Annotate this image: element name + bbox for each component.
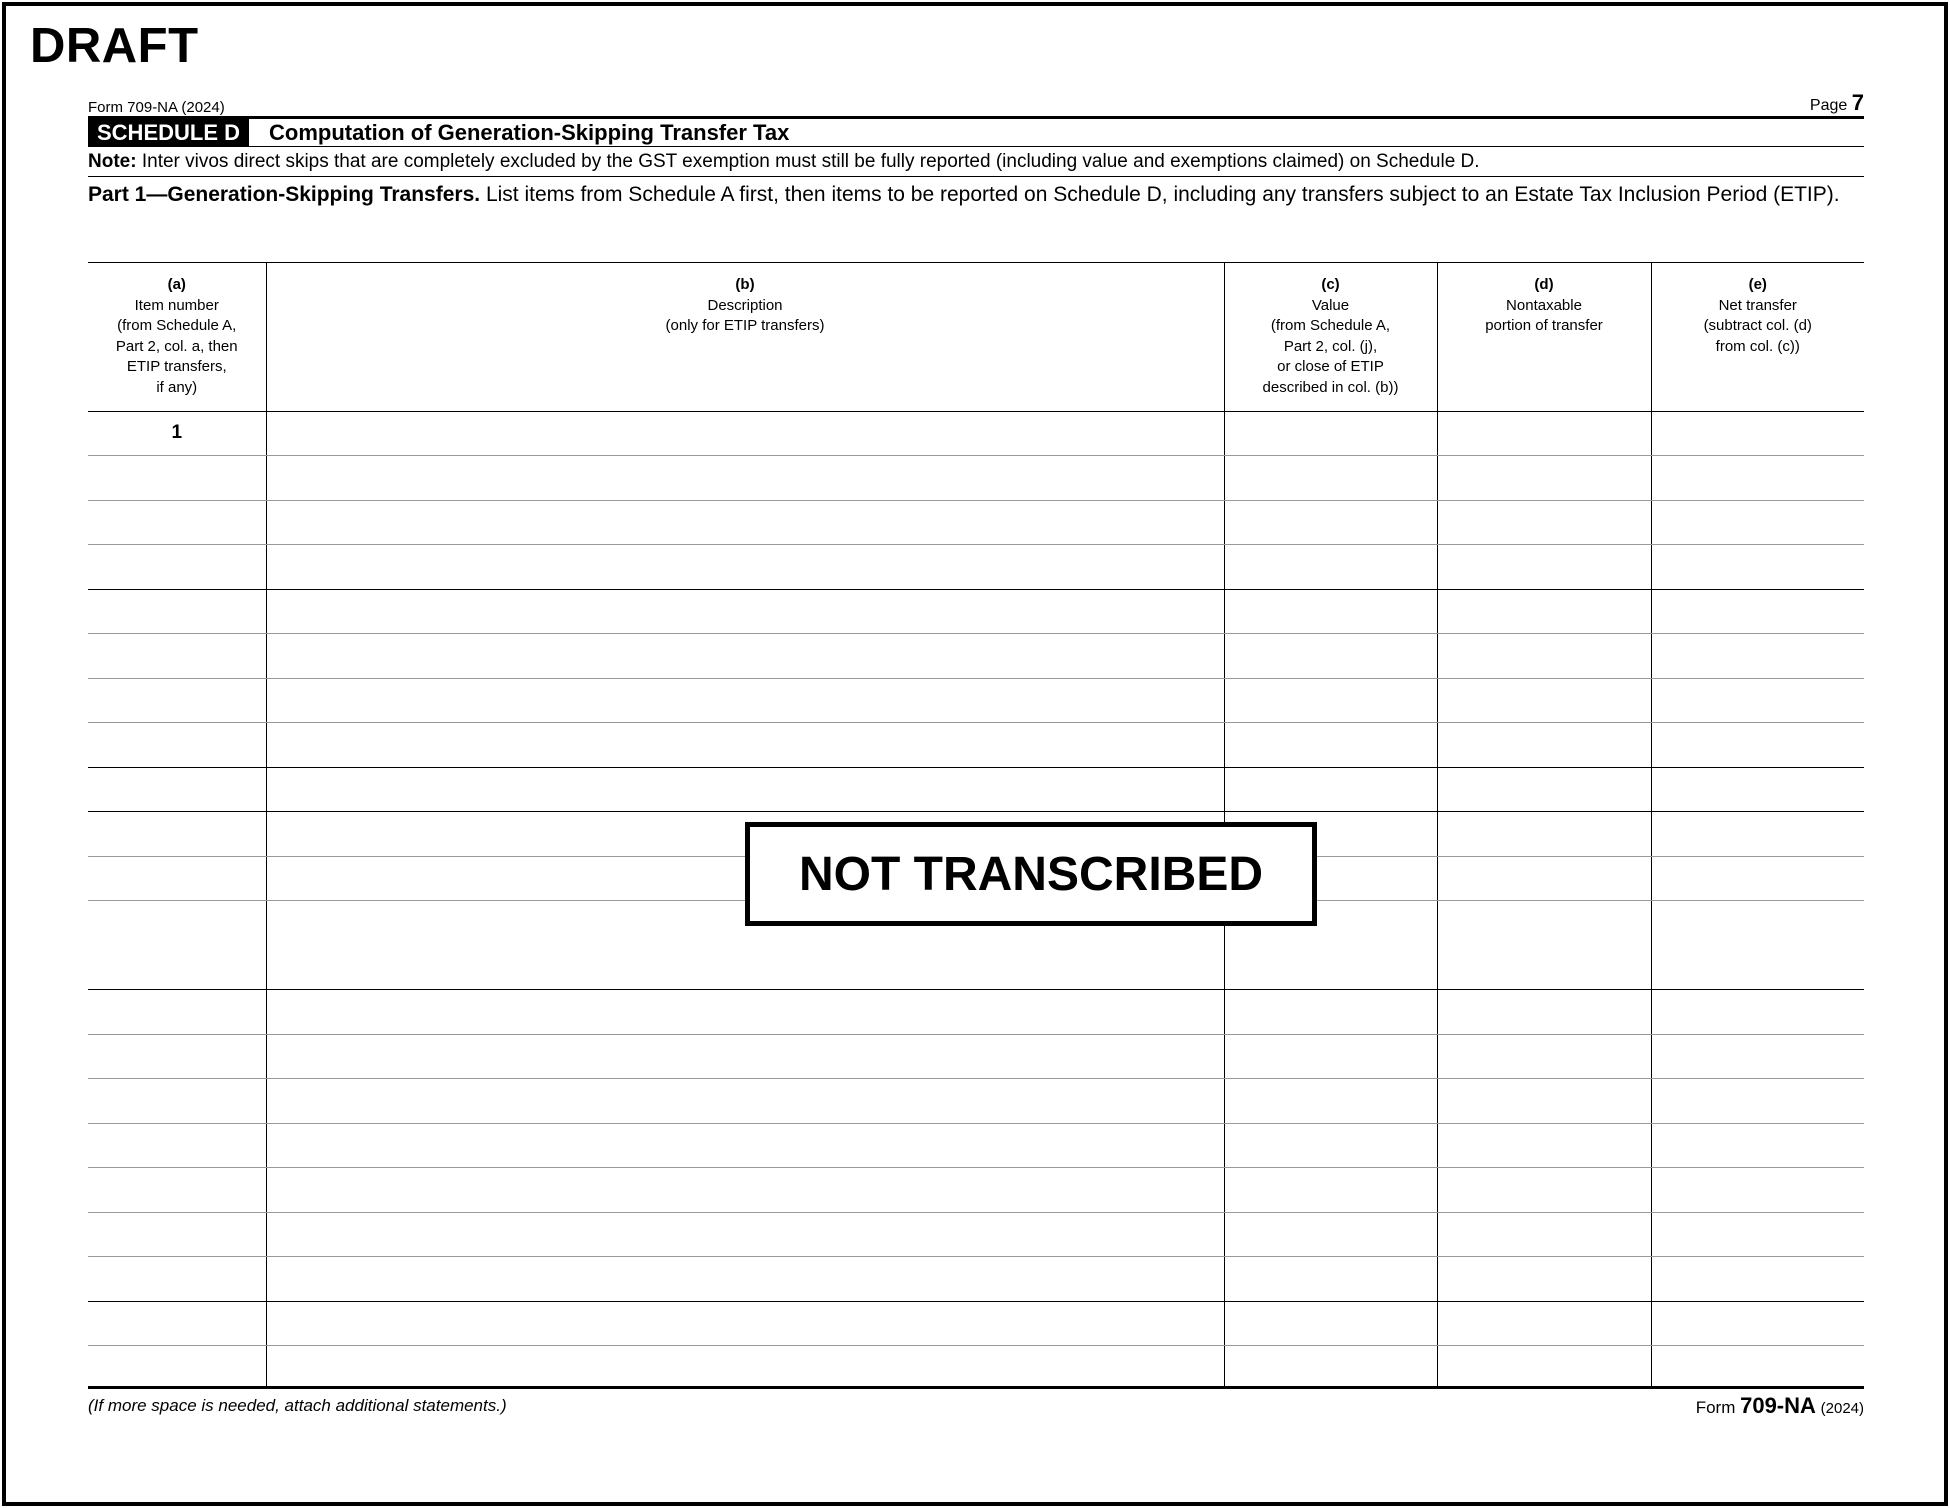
table-row bbox=[88, 1034, 1864, 1079]
column-header-d bbox=[1437, 263, 1651, 411]
description-cell[interactable] bbox=[266, 589, 1224, 634]
description-cell[interactable] bbox=[266, 678, 1224, 723]
part1-text: List items from Schedule A first, then items to be reported on Schedule D, including any transfers subject to an Estate Tax Inclusion Period (ETIP). bbox=[485, 183, 1840, 206]
nontaxable-cell[interactable] bbox=[1437, 1034, 1651, 1079]
description-cell[interactable] bbox=[266, 500, 1224, 545]
table-row bbox=[88, 1079, 1864, 1124]
net-transfer-cell[interactable] bbox=[1651, 634, 1864, 679]
note-text: Inter vivos direct skips that are completely excluded by the GST exemption must still be fully reported (including value and exemptions claimed) on Schedule D. bbox=[141, 150, 1480, 172]
page-indicator bbox=[1810, 90, 1864, 116]
description-cell[interactable] bbox=[266, 990, 1224, 1035]
table-row bbox=[88, 1212, 1864, 1257]
footer-year: (2024) bbox=[1820, 1400, 1864, 1417]
item-number-cell[interactable] bbox=[88, 678, 266, 723]
net-transfer-cell[interactable] bbox=[1651, 1257, 1864, 1302]
value-cell[interactable] bbox=[1224, 545, 1437, 590]
column-header-c bbox=[1224, 263, 1437, 411]
item-number-cell[interactable] bbox=[88, 901, 266, 990]
net-transfer-cell[interactable] bbox=[1651, 1346, 1864, 1388]
description-cell[interactable] bbox=[266, 1034, 1224, 1079]
column-desc-line: portion of transfer bbox=[1485, 317, 1603, 334]
item-number-cell[interactable] bbox=[88, 1123, 266, 1168]
value-cell[interactable] bbox=[1224, 767, 1437, 812]
nontaxable-cell[interactable] bbox=[1437, 1123, 1651, 1168]
net-transfer-cell[interactable] bbox=[1651, 1301, 1864, 1346]
value-cell[interactable] bbox=[1224, 634, 1437, 679]
description-cell[interactable] bbox=[266, 1346, 1224, 1388]
column-header-e bbox=[1651, 263, 1864, 411]
column-desc-line: (from Schedule A, bbox=[117, 317, 237, 334]
description-cell[interactable] bbox=[266, 1257, 1224, 1302]
value-cell[interactable] bbox=[1224, 1034, 1437, 1079]
nontaxable-cell[interactable] bbox=[1437, 411, 1651, 456]
page-label: Page bbox=[1809, 97, 1848, 114]
table-row bbox=[88, 500, 1864, 545]
column-desc-line: (from Schedule A, bbox=[1270, 317, 1391, 334]
table-row bbox=[88, 1301, 1864, 1346]
nontaxable-cell[interactable] bbox=[1437, 1346, 1651, 1388]
table-row bbox=[88, 767, 1864, 812]
net-transfer-cell[interactable] bbox=[1651, 856, 1864, 901]
schedule-header bbox=[88, 116, 1864, 147]
value-cell[interactable] bbox=[1224, 1212, 1437, 1257]
column-key: (c) bbox=[1321, 276, 1340, 293]
description-cell[interactable] bbox=[266, 723, 1224, 768]
nontaxable-cell[interactable] bbox=[1437, 1212, 1651, 1257]
table-row bbox=[88, 589, 1864, 634]
column-desc-line: Description bbox=[707, 296, 783, 314]
value-cell[interactable] bbox=[1224, 500, 1437, 545]
nontaxable-cell[interactable] bbox=[1437, 500, 1651, 545]
net-transfer-cell[interactable] bbox=[1651, 678, 1864, 723]
footer-form-id bbox=[1696, 1393, 1864, 1419]
item-number-cell[interactable] bbox=[88, 1212, 266, 1257]
nontaxable-cell[interactable] bbox=[1437, 901, 1651, 990]
column-key: (e) bbox=[1748, 276, 1767, 293]
nontaxable-cell[interactable] bbox=[1437, 812, 1651, 857]
description-cell[interactable] bbox=[266, 634, 1224, 679]
item-number-cell[interactable] bbox=[88, 1301, 266, 1346]
table-row bbox=[88, 678, 1864, 723]
column-desc-line: Part 2, col. (j), bbox=[1283, 337, 1378, 355]
net-transfer-cell[interactable] bbox=[1651, 411, 1864, 456]
value-cell[interactable] bbox=[1224, 1301, 1437, 1346]
net-transfer-cell[interactable] bbox=[1651, 1212, 1864, 1257]
column-desc-line: (only for ETIP transfers) bbox=[665, 317, 825, 334]
column-desc-line: Item number bbox=[134, 296, 219, 314]
item-number-cell[interactable] bbox=[88, 500, 266, 545]
net-transfer-cell[interactable] bbox=[1651, 812, 1864, 857]
column-key: (d) bbox=[1534, 276, 1554, 293]
form-id: Form 709-NA (2024) bbox=[88, 99, 225, 116]
item-number-cell[interactable] bbox=[88, 545, 266, 590]
item-number-cell[interactable] bbox=[88, 1034, 266, 1079]
table-row bbox=[88, 545, 1864, 590]
net-transfer-cell[interactable] bbox=[1651, 500, 1864, 545]
description-cell[interactable] bbox=[266, 1123, 1224, 1168]
description-cell[interactable] bbox=[266, 411, 1224, 456]
item-number-cell[interactable] bbox=[88, 767, 266, 812]
item-number-cell[interactable] bbox=[88, 723, 266, 768]
column-desc-line: described in col. (b)) bbox=[1262, 378, 1399, 396]
table-row bbox=[88, 1346, 1864, 1388]
net-transfer-cell[interactable] bbox=[1651, 589, 1864, 634]
nontaxable-cell[interactable] bbox=[1437, 456, 1651, 501]
nontaxable-cell[interactable] bbox=[1437, 678, 1651, 723]
description-cell[interactable] bbox=[266, 545, 1224, 590]
net-transfer-cell[interactable] bbox=[1651, 723, 1864, 768]
table-row bbox=[88, 456, 1864, 501]
schedule-title: Computation of Generation-Skipping Transfer Tax bbox=[269, 119, 790, 145]
column-desc-line: or close of ETIP bbox=[1277, 358, 1384, 375]
schedule-label: SCHEDULE D bbox=[88, 119, 249, 146]
column-desc-line: Part 2, col. a, then bbox=[115, 337, 238, 355]
footer-form-prefix: Form bbox=[1695, 1398, 1736, 1417]
item-number-cell[interactable] bbox=[88, 1168, 266, 1213]
item-number-cell[interactable] bbox=[88, 589, 266, 634]
part1-instructions bbox=[88, 177, 1864, 263]
description-cell[interactable] bbox=[266, 1301, 1224, 1346]
form-footer bbox=[88, 1389, 1864, 1423]
draft-label: DRAFT bbox=[30, 19, 199, 73]
column-desc-line: ETIP transfers, bbox=[126, 358, 227, 375]
nontaxable-cell[interactable] bbox=[1437, 1257, 1651, 1302]
description-cell[interactable] bbox=[266, 1168, 1224, 1213]
net-transfer-cell[interactable] bbox=[1651, 767, 1864, 812]
net-transfer-cell[interactable] bbox=[1651, 1123, 1864, 1168]
column-desc-line: (subtract col. (d) bbox=[1703, 317, 1812, 334]
note-prefix: Note: bbox=[88, 150, 137, 172]
item-number-cell[interactable] bbox=[88, 1257, 266, 1302]
column-desc-line: Value bbox=[1311, 296, 1350, 314]
description-cell[interactable] bbox=[266, 767, 1224, 812]
nontaxable-cell[interactable] bbox=[1437, 1301, 1651, 1346]
not-transcribed-stamp: NOT TRANSCRIBED bbox=[745, 822, 1317, 926]
nontaxable-cell[interactable] bbox=[1437, 589, 1651, 634]
table-row bbox=[88, 1257, 1864, 1302]
nontaxable-cell[interactable] bbox=[1437, 723, 1651, 768]
nontaxable-cell[interactable] bbox=[1437, 856, 1651, 901]
item-number-cell[interactable]: 1 bbox=[88, 411, 266, 456]
note-line bbox=[88, 147, 1864, 177]
table-row bbox=[88, 990, 1864, 1035]
description-cell[interactable] bbox=[266, 1079, 1224, 1124]
column-desc-line: from col. (c)) bbox=[1715, 337, 1800, 355]
value-cell[interactable] bbox=[1224, 411, 1437, 456]
description-cell[interactable] bbox=[266, 456, 1224, 501]
page-number: 7 bbox=[1851, 90, 1864, 115]
table-row bbox=[88, 411, 1864, 456]
value-cell[interactable] bbox=[1224, 723, 1437, 768]
item-number-cell[interactable] bbox=[88, 634, 266, 679]
description-cell[interactable] bbox=[266, 1212, 1224, 1257]
nontaxable-cell[interactable] bbox=[1437, 1168, 1651, 1213]
net-transfer-cell[interactable] bbox=[1651, 1034, 1864, 1079]
column-desc-line: Nontaxable bbox=[1506, 296, 1582, 314]
part1-heading: Part 1—Generation-Skipping Transfers. bbox=[88, 183, 481, 206]
nontaxable-cell[interactable] bbox=[1437, 1079, 1651, 1124]
item-number-cell[interactable] bbox=[88, 1079, 266, 1124]
net-transfer-cell[interactable] bbox=[1651, 901, 1864, 990]
item-number-cell[interactable] bbox=[88, 990, 266, 1035]
table-header-row bbox=[88, 263, 1864, 411]
form-page bbox=[88, 88, 1864, 1423]
column-key: (a) bbox=[167, 276, 186, 293]
nontaxable-cell[interactable] bbox=[1437, 634, 1651, 679]
value-cell[interactable] bbox=[1224, 1123, 1437, 1168]
value-cell[interactable] bbox=[1224, 990, 1437, 1035]
net-transfer-cell[interactable] bbox=[1651, 1168, 1864, 1213]
value-cell[interactable] bbox=[1224, 589, 1437, 634]
item-number-cell[interactable] bbox=[88, 856, 266, 901]
nontaxable-cell[interactable] bbox=[1437, 767, 1651, 812]
table-row bbox=[88, 723, 1864, 768]
footer-note: (If more space is needed, attach additional statements.) bbox=[88, 1396, 507, 1415]
item-number-cell[interactable] bbox=[88, 456, 266, 501]
value-cell[interactable] bbox=[1224, 678, 1437, 723]
value-cell[interactable] bbox=[1224, 1079, 1437, 1124]
footer-form-number: 709-NA bbox=[1740, 1393, 1816, 1418]
net-transfer-cell[interactable] bbox=[1651, 990, 1864, 1035]
table-row bbox=[88, 1123, 1864, 1168]
form-header bbox=[88, 88, 1864, 116]
table-row bbox=[88, 1168, 1864, 1213]
value-cell[interactable] bbox=[1224, 1257, 1437, 1302]
net-transfer-cell[interactable] bbox=[1651, 1079, 1864, 1124]
nontaxable-cell[interactable] bbox=[1437, 990, 1651, 1035]
item-number-cell[interactable] bbox=[88, 812, 266, 857]
net-transfer-cell[interactable] bbox=[1651, 545, 1864, 590]
item-number-cell[interactable] bbox=[88, 1346, 266, 1388]
column-desc-line: Net transfer bbox=[1718, 296, 1797, 314]
column-header-b bbox=[266, 263, 1224, 411]
value-cell[interactable] bbox=[1224, 1346, 1437, 1388]
nontaxable-cell[interactable] bbox=[1437, 545, 1651, 590]
column-key: (b) bbox=[735, 276, 755, 293]
value-cell[interactable] bbox=[1224, 1168, 1437, 1213]
column-desc-line: if any) bbox=[156, 378, 198, 396]
table-row bbox=[88, 634, 1864, 679]
column-header-a bbox=[88, 263, 266, 411]
net-transfer-cell[interactable] bbox=[1651, 456, 1864, 501]
value-cell[interactable] bbox=[1224, 456, 1437, 501]
